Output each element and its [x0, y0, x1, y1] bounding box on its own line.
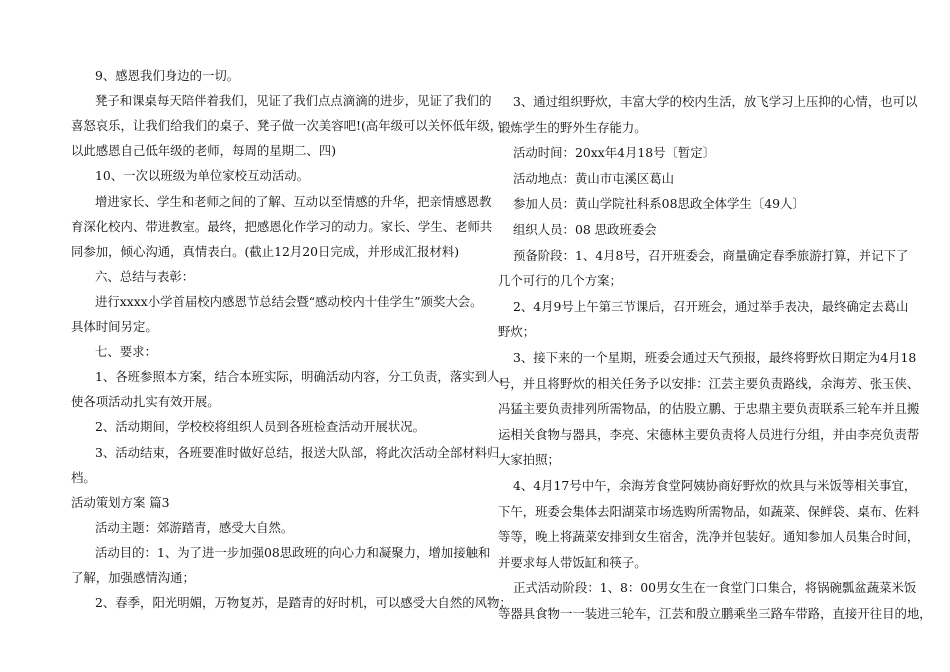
text-line: 4、4月17号中午，余海芳食堂阿姨协商好野炊的炊具与米饭等相关事宜， — [513, 478, 917, 493]
text-line: 1、各班参照本方案，结合本班实际，明确活动内容，分工负责，落实到人， — [95, 369, 512, 385]
text-line: 锻炼学生的野外生存能力。 — [498, 119, 647, 135]
text-line: 2、活动期间，学校校将组织人员到各班检查活动开展状况。 — [95, 419, 426, 435]
text-line: 10、一次以班级为单位家校互动活动。 — [95, 168, 310, 184]
text-line: 大家拍照； — [498, 452, 560, 468]
text-line: 冯猛主要负责排列所需物品，的估股立鹏、于忠鼎主要负责联系三轮车并且搬 — [498, 401, 920, 417]
text-line: 号，并且将野炊的相关任务予以安排：江芸主要负责路线，余海芳、张玉侠、 — [498, 375, 920, 391]
text-line: 同参加，倾心沟通，真情表白。(截止12月20日完成，并形成汇报材料) — [71, 243, 460, 259]
text-line: 六、总结与表彰： — [95, 268, 195, 284]
text-line: 了解，加强感情沟通； — [71, 570, 195, 585]
text-line: 预备阶段：1、4月8号，召开班委会，商量确定春季旅游打算，并记下了 — [513, 247, 909, 263]
text-line: 档。 — [71, 469, 96, 485]
text-line: 2、春季，阳光明媚，万物复苏，是踏青的好时机，可以感受大自然的风物； — [95, 595, 512, 611]
text-line: 活动地点：黄山市屯溪区葛山 — [513, 170, 675, 186]
text-line: 等等，晚上将蔬菜安排到女生宿舍，洗净并包装好。通知参加人员集合时间， — [498, 529, 920, 545]
text-line: 七、要求： — [95, 344, 157, 360]
text-line: 活动主题：郊游踏青，感受大自然。 — [95, 519, 294, 535]
text-line: 凳子和课桌每天陪伴着我们，见证了我们点点滴滴的进步，见证了我们的 — [95, 93, 492, 109]
text-line: 活动策划方案 篇3 — [71, 494, 170, 510]
text-line: 2、4月9号上午第三节课后，召开班会，通过举手表决，最终确定去葛山 — [513, 298, 909, 314]
text-line: 活动时间：20xx年4月18号〔暂定〕 — [513, 145, 716, 161]
text-line: 9、感恩我们身边的一切。 — [95, 68, 240, 83]
text-line: 喜怒哀乐，让我们给我们的桌子、凳子做一次美容吧!(高年级可以关怀低年级， — [71, 118, 503, 134]
text-line: 活动目的：1、为了进一步加强08思政班的向心力和凝聚力，增加接触和 — [95, 544, 491, 560]
text-line: 下午，班委会集体去阳湖菜市场选购所需物品，如蔬菜、保鲜袋、桌布、佐料 — [498, 503, 920, 519]
text-line: 3、通过组织野炊，丰富大学的校内生活，放飞学习上压抑的心情，也可以 — [513, 94, 918, 109]
text-line: 几个可行的几个方案； — [498, 273, 622, 289]
text-line: 进行xxxx小学首届校内感恩节总结会暨“感动校内十佳学生”颁奖大会。 — [95, 293, 483, 309]
text-line: 组织人员：08 思政班委会 — [513, 222, 657, 237]
text-line: 3、接下来的一个星期，班委会通过天气预报，最终将野炊日期定为4月18 — [513, 350, 917, 365]
text-line: 正式活动阶段：1、8：00男女生在一食堂门口集合，将锅碗瓢盆蔬菜米饭 — [513, 580, 917, 596]
text-line: 以此感恩自己低年级的老师，每周的星期二、四) — [71, 143, 337, 159]
text-line: 野炊； — [498, 324, 536, 340]
text-line: 3、活动结束，各班要准时做好总结，报送大队部，将此次活动全部材料归 — [95, 444, 500, 460]
text-line: 使各项活动扎实有效开展。 — [71, 394, 220, 410]
text-line: 增进家长、学生和老师之间的了解、互动以至情感的升华，把亲情感恩教 — [95, 193, 492, 209]
text-line: 参加人员：黄山学院社科系08思政全体学生〔49人〕 — [513, 196, 805, 212]
text-line: 育深化校内、带进教室。最终，把感恩化作学习的动力。家长、学生、老师共 — [71, 218, 493, 234]
text-line: 具体时间另定。 — [71, 319, 158, 334]
text-line: 等器具食物一一装进三轮车，江芸和殷立鹏乘坐三路车带路，直接开往目的地， — [498, 606, 932, 621]
text-line: 并要求每人带饭缸和筷子。 — [498, 554, 647, 570]
text-line: 运相关食物与器具，李亮、宋德林主要负责将人员进行分组，并由李亮负责帮 — [498, 426, 920, 442]
